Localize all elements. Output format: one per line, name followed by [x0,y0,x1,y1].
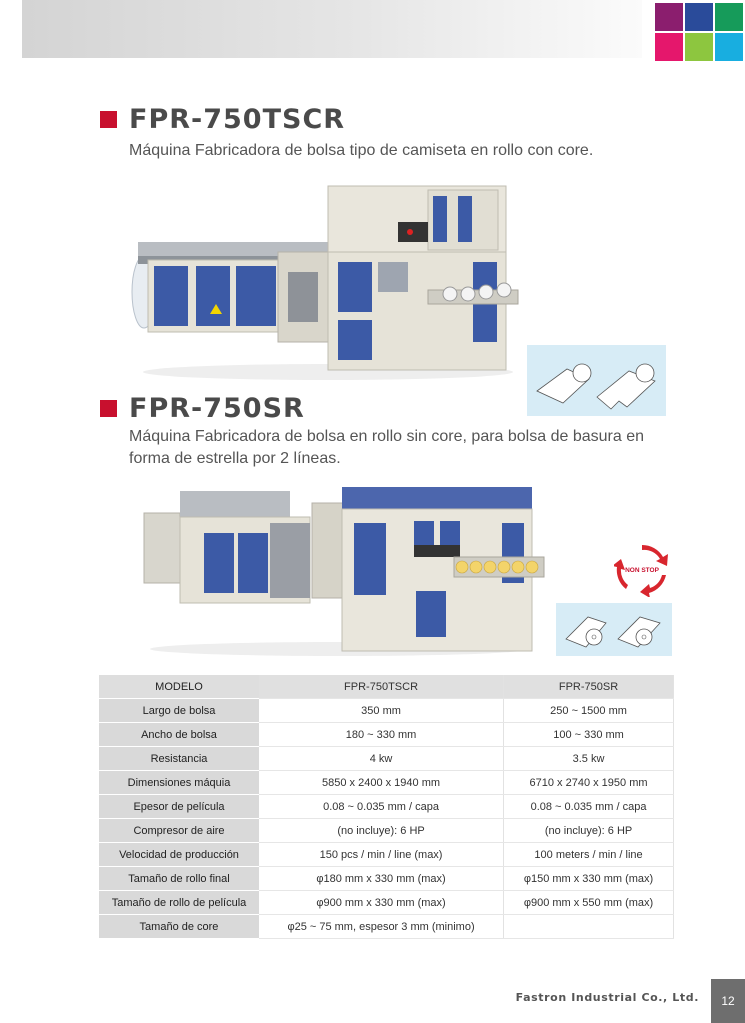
row-label-cell: Largo de bolsa [99,699,259,723]
red-square-bullet-icon [100,111,117,128]
value-cell: (no incluye): 6 HP [504,819,674,843]
value-cell: 3.5 kw [504,747,674,771]
row-label-cell: Dimensiones máquia [99,771,259,795]
header-cell: MODELO [99,675,259,699]
fpr-750sr-machine-image [140,483,545,658]
row-label-cell: Ancho de bolsa [99,723,259,747]
value-cell: 150 pcs / min / line (max) [259,843,504,867]
color-tile [655,33,683,61]
non-stop-label: NON STOP [625,567,659,574]
value-cell: φ180 mm x 330 mm (max) [259,867,504,891]
product-1-description: Máquina Fabricadora de bolsa tipo de camiseta en rollo con core. [129,142,594,159]
value-cell [504,915,674,939]
table-row [99,699,674,723]
table-row [99,723,674,747]
value-cell: φ900 mm x 330 mm (max) [259,891,504,915]
product-1-title-row [100,104,345,135]
row-label-cell: Resistancia [99,747,259,771]
red-square-bullet-icon [100,400,117,417]
value-cell: 350 mm [259,699,504,723]
row-label-cell: Epesor de película [99,795,259,819]
page-number: 12 [711,979,745,1023]
product-1-model: FPR-750TSCR [129,104,346,135]
fpr-750tscr-machine-image [128,182,520,382]
value-cell: 180 ~ 330 mm [259,723,504,747]
row-label-cell: Tamaño de rollo final [99,867,259,891]
header-cell: FPR-750SR [504,675,674,699]
table-row [99,819,674,843]
header-cell: FPR-750TSCR [259,675,504,699]
table-row [99,867,674,891]
table-row [99,891,674,915]
value-cell: φ150 mm x 330 mm (max) [504,867,674,891]
product-2-title-row [100,393,305,424]
color-tile [685,33,713,61]
value-cell: 0.08 ~ 0.035 mm / capa [259,795,504,819]
table-row [99,843,674,867]
color-tile [685,3,713,31]
product-2-description: Máquina Fabricadora de bolsa en rollo sin core, para bolsa de basura en forma de estrella por 2 líneas. [129,428,644,467]
table-row [99,915,674,939]
value-cell: 4 kw [259,747,504,771]
header-gradient-bar [22,0,642,58]
color-tile [715,3,743,31]
non-stop-badge [614,541,670,597]
value-cell: 0.08 ~ 0.035 mm / capa [504,795,674,819]
table-header-row [99,675,674,699]
star-bag-roll-illustration [556,603,672,656]
value-cell: 100 meters / min / line [504,843,674,867]
product-2-model: FPR-750SR [129,393,305,424]
row-label-cell: Compresor de aire [99,819,259,843]
table-row [99,771,674,795]
company-name: Fastron Industrial Co., Ltd. [515,991,699,1004]
value-cell: φ900 mm x 550 mm (max) [504,891,674,915]
value-cell: 250 ~ 1500 mm [504,699,674,723]
value-cell: 6710 x 2740 x 1950 mm [504,771,674,795]
tshirt-bag-roll-illustration [527,345,666,416]
table-row [99,795,674,819]
value-cell: 100 ~ 330 mm [504,723,674,747]
spec-table [99,675,674,939]
row-label-cell: Tamaño de core [99,915,259,939]
color-tile [715,33,743,61]
table-row [99,747,674,771]
value-cell: (no incluye): 6 HP [259,819,504,843]
value-cell: φ25 ~ 75 mm, espesor 3 mm (minimo) [259,915,504,939]
color-tile [655,3,683,31]
spec-table-body [99,675,674,939]
row-label-cell: Velocidad de producción [99,843,259,867]
value-cell: 5850 x 2400 x 1940 mm [259,771,504,795]
row-label-cell: Tamaño de rollo de película [99,891,259,915]
